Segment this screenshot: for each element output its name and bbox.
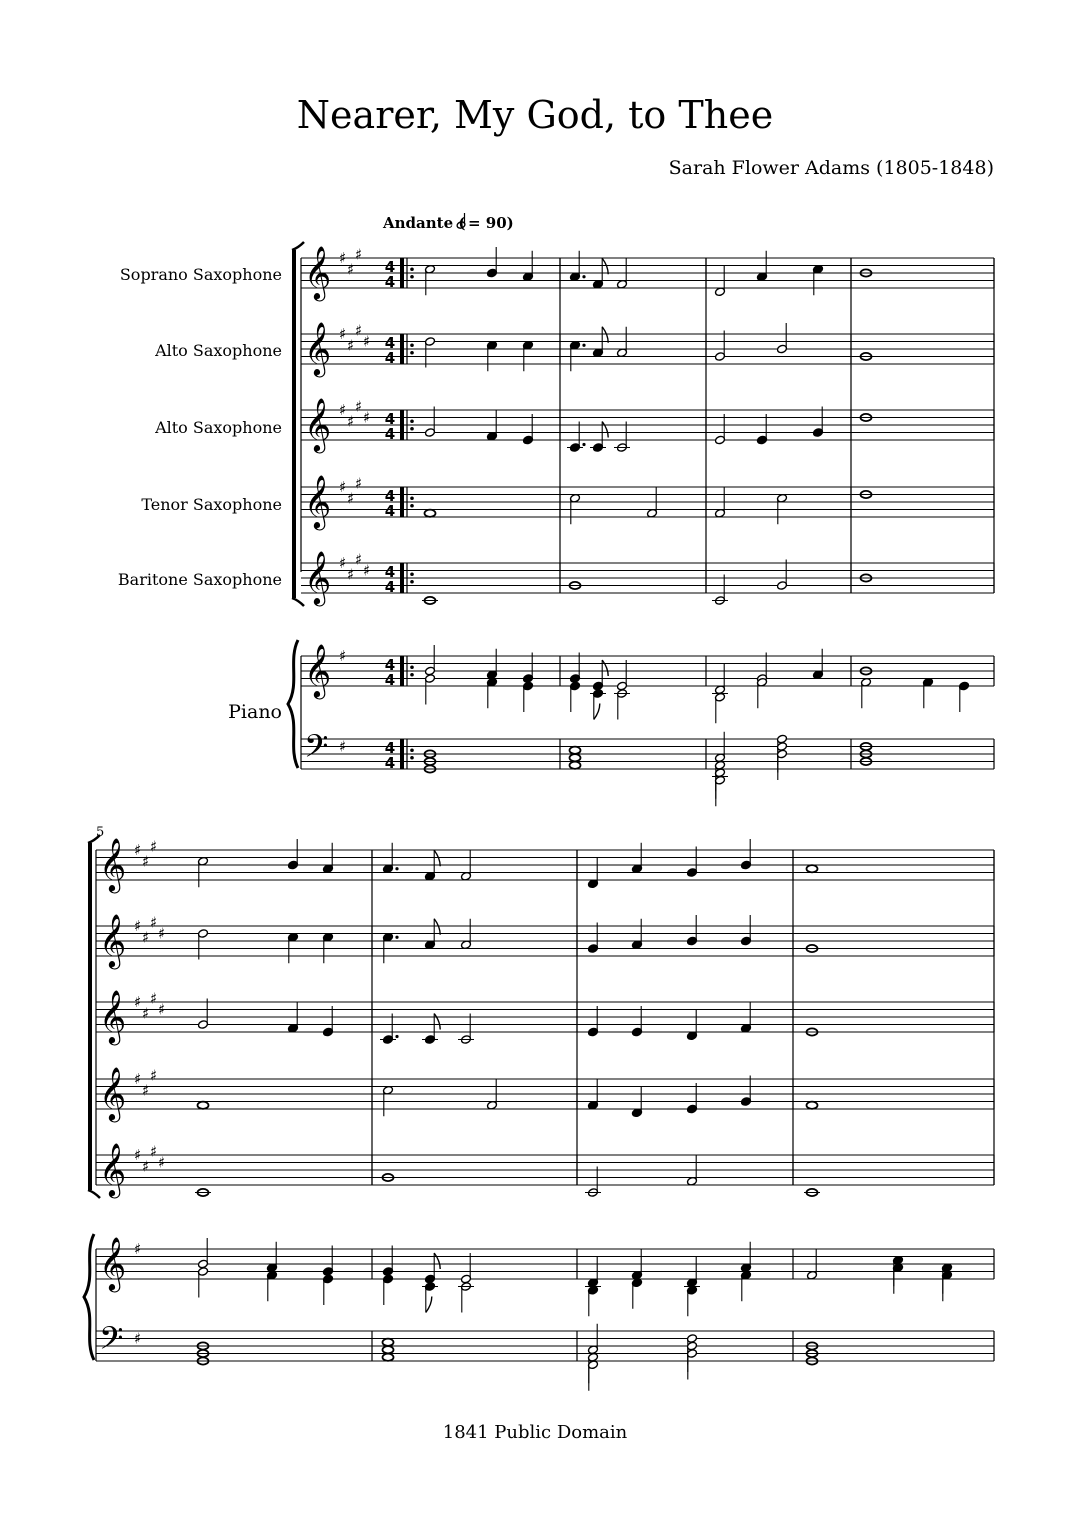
sharp-icon: ♯ <box>142 1081 150 1100</box>
time-signature-denominator: 4 <box>384 502 396 520</box>
repeat-dot <box>410 275 414 279</box>
bass-clef-icon: 𝄢 <box>99 1320 124 1364</box>
sharp-icon: ♯ <box>339 249 347 267</box>
whole-note <box>425 510 436 517</box>
sharp-icon: ♯ <box>347 260 355 279</box>
page-title: Nearer, My God, to Thee <box>296 93 774 137</box>
time-signature-denominator: 4 <box>384 671 396 689</box>
treble-clef-icon: 𝄞 <box>304 245 332 299</box>
eighth-flag <box>434 1253 440 1269</box>
sharp-icon: ♯ <box>134 1329 142 1348</box>
repeat-dot <box>410 665 414 669</box>
sharp-icon: ♯ <box>339 401 347 419</box>
time-signature-denominator: 4 <box>384 578 396 596</box>
tempo-marking <box>382 213 514 232</box>
repeat-thick-bar <box>400 410 404 440</box>
sharp-icon: ♯ <box>339 325 347 343</box>
treble-clef-icon: 𝄞 <box>99 1236 127 1290</box>
time-signature-denominator: 4 <box>384 273 396 291</box>
repeat-dot <box>410 748 414 752</box>
repeat-dot <box>410 427 414 431</box>
tempo-text-start: Andante ( <box>383 214 466 232</box>
sharp-icon: ♯ <box>363 408 371 427</box>
repeat-thick-bar <box>400 258 404 288</box>
eighth-flag <box>434 850 440 866</box>
dot <box>395 867 398 870</box>
eighth-flag <box>594 704 600 720</box>
eighth-flag <box>602 258 608 274</box>
instrument-label-soprano-sax: Soprano Saxophone <box>119 265 282 284</box>
instrument-labels <box>118 265 282 723</box>
sharp-icon: ♯ <box>142 1004 150 1023</box>
whole-note <box>383 1346 394 1353</box>
treble-clef-icon: 𝄞 <box>304 397 332 451</box>
sharp-icon: ♯ <box>339 647 347 665</box>
ensemble-bracket <box>88 843 92 1190</box>
time-signature-numerator: 4 <box>384 258 396 276</box>
instrument-label-baritone-sax: Baritone Saxophone <box>117 570 282 589</box>
sharp-icon: ♯ <box>347 412 355 431</box>
eighth-flag <box>434 1014 440 1030</box>
time-signature-denominator: 4 <box>384 349 396 367</box>
treble-clef-icon: 𝄞 <box>304 550 332 604</box>
whole-note <box>807 865 818 872</box>
sharp-icon: ♯ <box>347 565 355 584</box>
bass-clef-icon: 𝄢 <box>304 728 329 772</box>
dot <box>582 275 585 278</box>
sharp-icon: ♯ <box>134 1070 142 1088</box>
dot <box>395 936 398 939</box>
repeat-dot <box>410 267 414 271</box>
copyright-footer: 1841 Public Domain <box>442 1422 628 1443</box>
repeat-dot <box>410 673 414 677</box>
sharp-icon: ♯ <box>339 554 347 572</box>
time-signature-numerator: 4 <box>384 487 396 505</box>
instrument-label-alto-sax-1: Alto Saxophone <box>155 341 282 360</box>
time-signature-numerator: 4 <box>384 563 396 581</box>
repeat-dot <box>410 756 414 760</box>
measure-number: 5 <box>96 825 105 840</box>
repeat-thick-bar <box>400 656 404 686</box>
treble-clef-icon: 𝄞 <box>99 989 127 1043</box>
treble-clef-icon: 𝄞 <box>99 837 127 891</box>
sharp-icon: ♯ <box>363 561 371 580</box>
sharp-icon: ♯ <box>347 336 355 355</box>
sharp-icon: ♯ <box>158 1153 166 1172</box>
sharp-icon: ♯ <box>134 841 142 859</box>
whole-note <box>383 1354 394 1361</box>
sharp-icon: ♯ <box>150 837 158 856</box>
tempo-text-end: = 90) <box>468 214 514 232</box>
dot <box>582 344 585 347</box>
eighth-flag <box>602 422 608 438</box>
sharp-icon: ♯ <box>134 1146 142 1164</box>
repeat-thick-bar <box>400 563 404 593</box>
time-signature-denominator: 4 <box>384 754 396 772</box>
sharp-icon: ♯ <box>339 737 347 756</box>
ensemble-bracket <box>292 250 296 598</box>
sharp-icon: ♯ <box>150 1066 158 1085</box>
whole-note <box>570 754 581 761</box>
sharp-icon: ♯ <box>150 989 158 1008</box>
piano-brace <box>288 640 298 768</box>
sharp-icon: ♯ <box>142 852 150 871</box>
dot <box>395 1035 398 1038</box>
treble-clef-icon: 𝄞 <box>99 913 127 967</box>
instrument-label-tenor-sax: Tenor Saxophone <box>141 495 282 514</box>
time-signature-numerator: 4 <box>384 656 396 674</box>
sharp-icon: ♯ <box>150 913 158 932</box>
sharp-icon: ♯ <box>355 321 363 340</box>
sharp-icon: ♯ <box>134 917 142 935</box>
treble-clef-icon: 𝄞 <box>99 1066 127 1120</box>
instrument-label-alto-sax-2: Alto Saxophone <box>155 418 282 437</box>
bracket-hook <box>292 598 304 606</box>
eighth-flag <box>434 919 440 935</box>
piano-brace <box>84 1234 94 1360</box>
repeat-dot <box>410 504 414 508</box>
whole-note <box>570 747 581 754</box>
sharp-icon: ♯ <box>134 1240 142 1258</box>
repeat-dot <box>410 572 414 576</box>
repeat-dot <box>410 580 414 584</box>
whole-note <box>807 1102 818 1109</box>
sharp-icon: ♯ <box>142 928 150 947</box>
sharp-icon: ♯ <box>158 924 166 943</box>
time-signature-denominator: 4 <box>384 425 396 443</box>
repeat-thick-bar <box>400 739 404 769</box>
eighth-flag <box>602 660 608 676</box>
notation <box>84 242 994 1391</box>
treble-clef-icon: 𝄞 <box>304 321 332 375</box>
sharp-icon: ♯ <box>339 478 347 496</box>
sharp-icon: ♯ <box>355 397 363 416</box>
sharp-icon: ♯ <box>347 489 355 508</box>
eighth-flag <box>426 1297 432 1313</box>
whole-note <box>570 762 581 769</box>
sharp-icon: ♯ <box>134 993 142 1011</box>
whole-note <box>198 1102 209 1109</box>
treble-clef-icon: 𝄞 <box>304 474 332 528</box>
time-signature-numerator: 4 <box>384 410 396 428</box>
eighth-flag <box>602 327 608 343</box>
sharp-icon: ♯ <box>355 474 363 493</box>
treble-clef-icon: 𝄞 <box>99 1142 127 1196</box>
treble-clef-icon: 𝄞 <box>304 643 332 697</box>
sharp-icon: ♯ <box>355 550 363 569</box>
composer-credit: Sarah Flower Adams (1805-1848) <box>668 157 994 179</box>
repeat-thick-bar <box>400 334 404 364</box>
sharp-icon: ♯ <box>355 245 363 264</box>
sharp-icon: ♯ <box>363 332 371 351</box>
bracket-hook <box>292 242 304 250</box>
repeat-thick-bar <box>400 487 404 517</box>
repeat-dot <box>410 351 414 355</box>
time-signature-numerator: 4 <box>384 334 396 352</box>
sharp-icon: ♯ <box>142 1157 150 1176</box>
whole-note <box>383 1339 394 1346</box>
sharp-icon: ♯ <box>158 1000 166 1019</box>
instrument-label-piano: Piano <box>228 701 282 723</box>
dot <box>582 443 585 446</box>
time-signature-numerator: 4 <box>384 739 396 757</box>
repeat-dot <box>410 343 414 347</box>
repeat-dot <box>410 496 414 500</box>
repeat-dot <box>410 419 414 423</box>
sharp-icon: ♯ <box>150 1142 158 1161</box>
